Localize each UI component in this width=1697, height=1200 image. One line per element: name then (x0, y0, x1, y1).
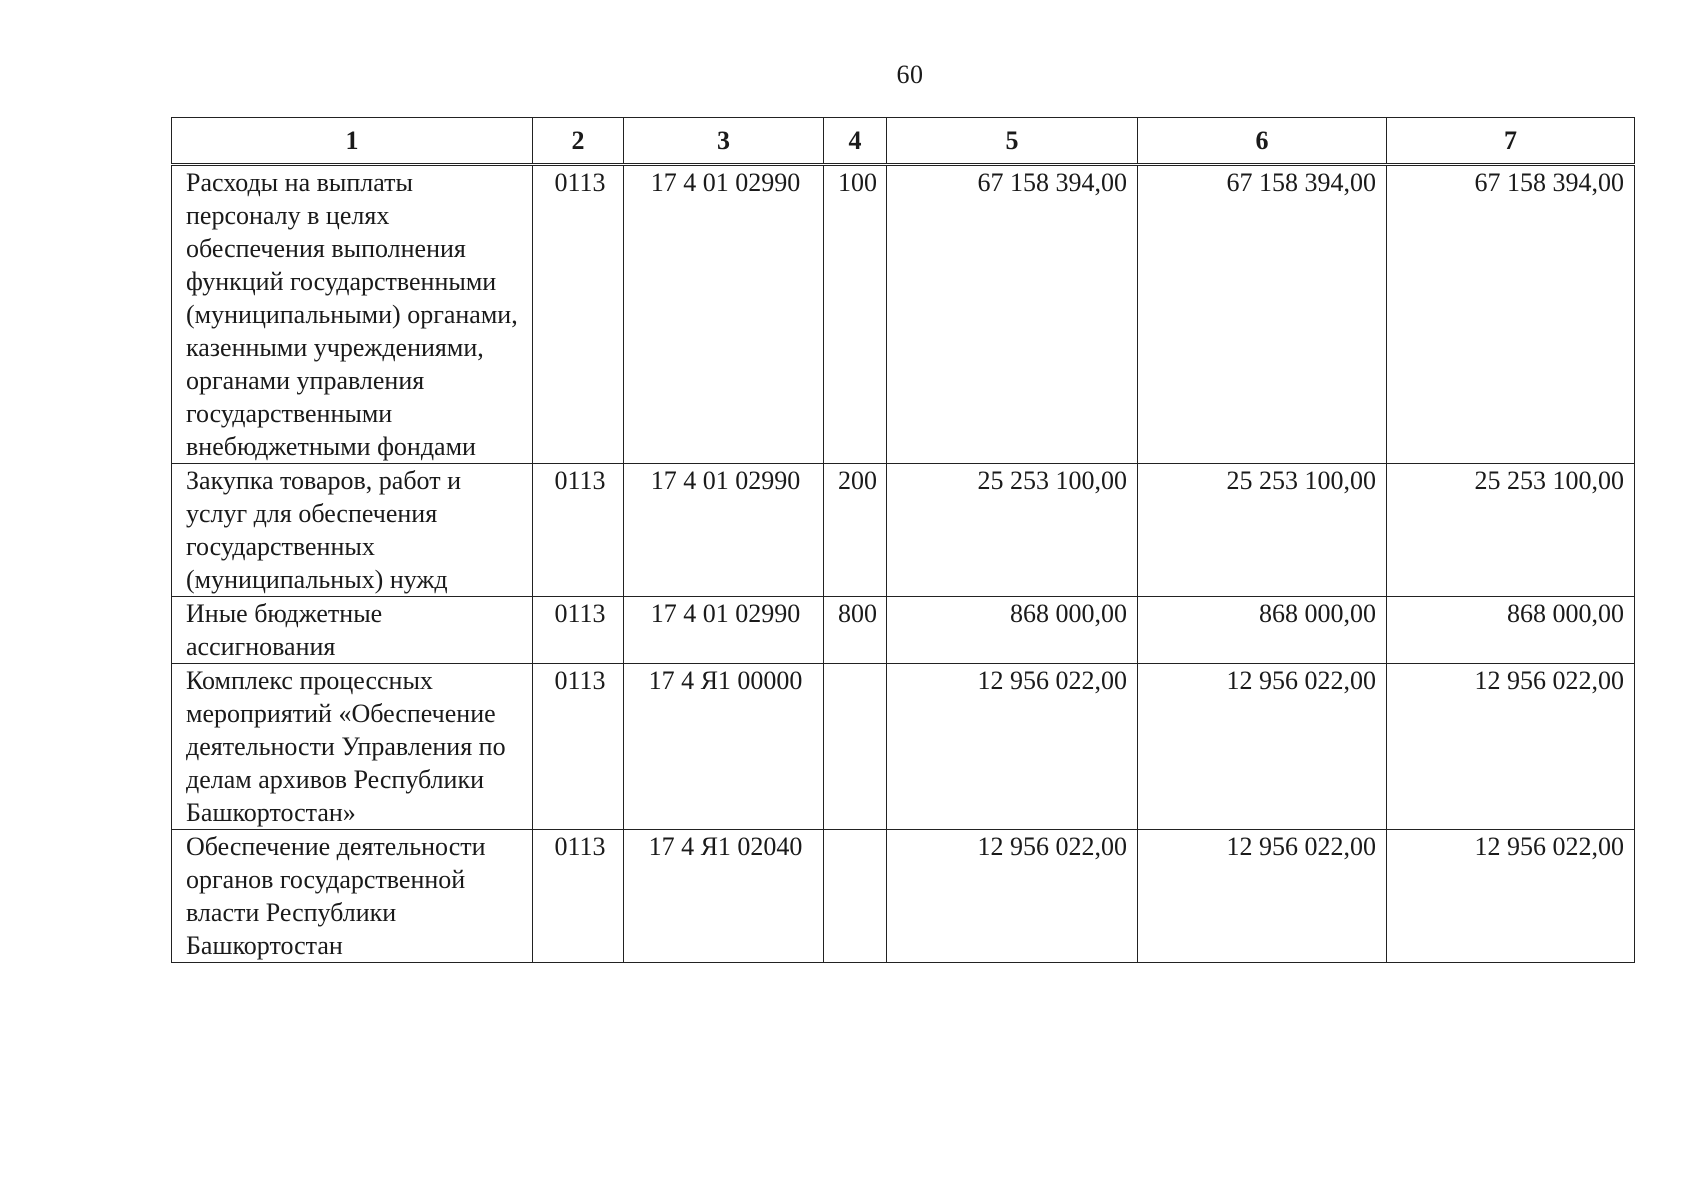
row-amount-1: 12 956 022,00 (887, 664, 1138, 830)
header-col-2: 2 (533, 118, 624, 165)
row-section: 0113 (533, 597, 624, 664)
row-section: 0113 (533, 165, 624, 464)
header-col-3: 3 (624, 118, 824, 165)
header-col-7: 7 (1387, 118, 1635, 165)
row-amount-3: 12 956 022,00 (1387, 830, 1635, 963)
row-name: Обеспечение деятельности органов государственной власти Республики Башкортостан (172, 830, 533, 963)
row-section: 0113 (533, 464, 624, 597)
row-amount-2: 25 253 100,00 (1138, 464, 1387, 597)
table-row (172, 830, 1635, 963)
table-row (172, 597, 1635, 664)
row-section: 0113 (533, 830, 624, 963)
page-number: 60 (896, 60, 924, 89)
row-expense-type (824, 664, 887, 830)
header-row (172, 118, 1635, 165)
row-amount-1: 25 253 100,00 (887, 464, 1138, 597)
row-amount-1: 12 956 022,00 (887, 830, 1138, 963)
table-body (172, 165, 1635, 963)
row-expense-type: 200 (824, 464, 887, 597)
row-amount-1: 868 000,00 (887, 597, 1138, 664)
row-amount-1: 67 158 394,00 (887, 165, 1138, 464)
row-amount-3: 868 000,00 (1387, 597, 1635, 664)
header-col-5: 5 (887, 118, 1138, 165)
row-amount-2: 12 956 022,00 (1138, 664, 1387, 830)
row-section: 0113 (533, 664, 624, 830)
row-name: Расходы на выплаты персоналу в целях обеспечения выполнения функций государственными (муниципальными) органами, казенными учреждениями, органами управления государственными внебюджетными фондами (172, 165, 533, 464)
table-header (172, 118, 1635, 165)
row-amount-2: 67 158 394,00 (1138, 165, 1387, 464)
row-target: 17 4 01 02990 (624, 597, 824, 664)
row-expense-type (824, 830, 887, 963)
row-amount-2: 868 000,00 (1138, 597, 1387, 664)
table-row (172, 165, 1635, 464)
row-target: 17 4 01 02990 (624, 165, 824, 464)
row-target: 17 4 Я1 02040 (624, 830, 824, 963)
row-name: Иные бюджетные ассигнования (172, 597, 533, 664)
row-name: Закупка товаров, работ и услуг для обеспечения государственных (муниципальных) нужд (172, 464, 533, 597)
row-name: Комплекс процессных мероприятий «Обеспечение деятельности Управления по делам архивов Республики Башкортостан» (172, 664, 533, 830)
row-expense-type: 800 (824, 597, 887, 664)
budget-table (171, 117, 1635, 963)
header-col-6: 6 (1138, 118, 1387, 165)
table-row (172, 664, 1635, 830)
row-expense-type: 100 (824, 165, 887, 464)
row-target: 17 4 01 02990 (624, 464, 824, 597)
row-target: 17 4 Я1 00000 (624, 664, 824, 830)
table-row (172, 464, 1635, 597)
row-amount-2: 12 956 022,00 (1138, 830, 1387, 963)
row-amount-3: 67 158 394,00 (1387, 165, 1635, 464)
row-amount-3: 12 956 022,00 (1387, 664, 1635, 830)
row-amount-3: 25 253 100,00 (1387, 464, 1635, 597)
header-col-1: 1 (172, 118, 533, 165)
header-col-4: 4 (824, 118, 887, 165)
